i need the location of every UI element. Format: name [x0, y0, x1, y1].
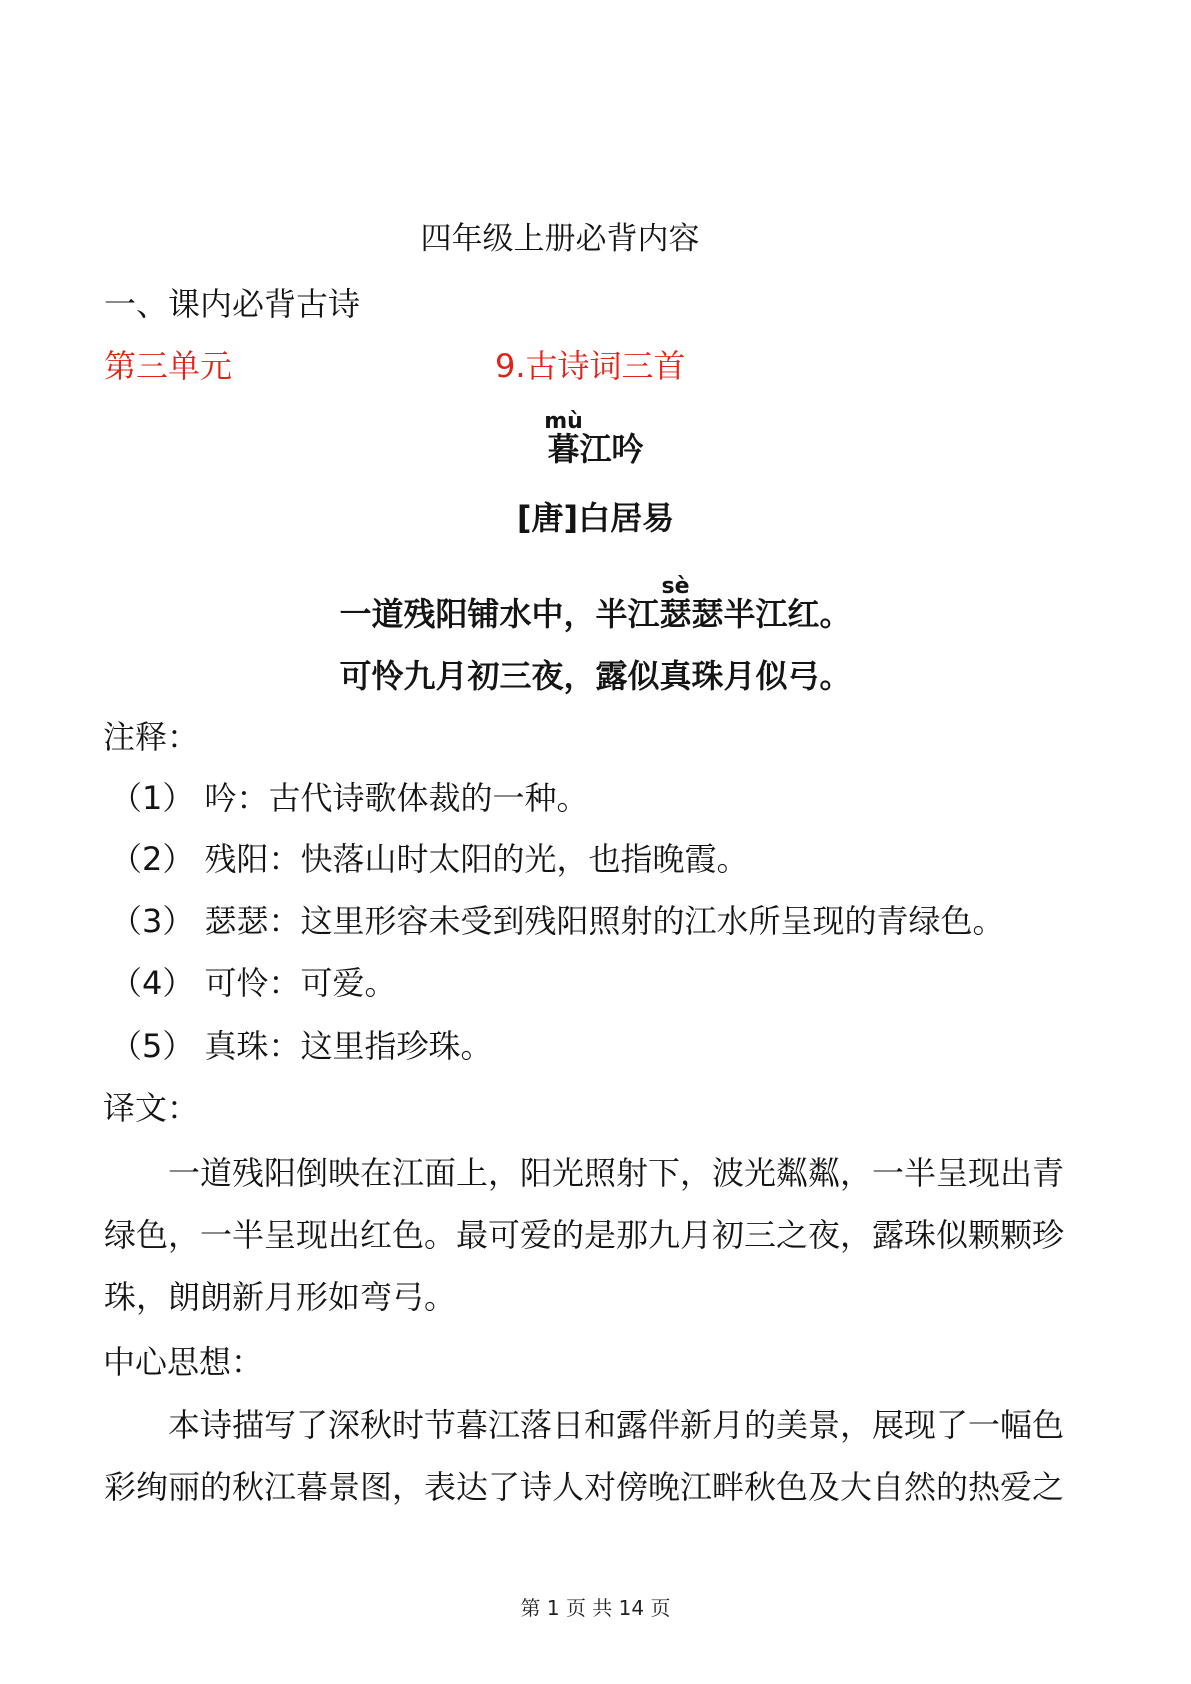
unit-label: 第三单元	[104, 347, 233, 385]
section-heading: 一、课内必背古诗	[104, 285, 361, 323]
poem-title	[544, 409, 644, 468]
annotations-heading: 注释：	[103, 718, 200, 756]
theme-heading: 中心思想：	[103, 1343, 264, 1381]
annotation-item-3: （3） 瑟瑟：这里形容未受到残阳照射的江水所呈现的青绿色。	[110, 902, 1005, 940]
annotation-item-2: （2） 残阳：快落山时太阳的光，也指晚霞。	[110, 840, 749, 878]
annotation-item-4: （4） 可怜：可爱。	[110, 964, 397, 1002]
document-title: 四年级上册必背内容	[420, 221, 700, 257]
poem-line-2: 可怜九月初三夜，露似真珠月似弓。	[339, 657, 852, 695]
lesson-label: 9.古诗词三首	[495, 347, 686, 385]
translation-paragraph: 一道残阳倒映在江面上，阳光照射下，波光粼粼，一半呈现出青绿色，一半呈现出红色。最可爱的是那九月初三之夜，露珠似颗颗珍珠，朗朗新月形如弯弓。	[104, 1154, 1065, 1316]
poem-title-rest: 江吟	[579, 430, 644, 468]
annotation-item-1: （1） 吟：古代诗歌体裁的一种。	[110, 779, 589, 817]
pinyin-mu: mù	[544, 409, 583, 435]
poem-title-first-char: 暮	[547, 430, 580, 468]
poem-line-1-post: 瑟半江红。	[691, 595, 852, 633]
translation-heading: 译文：	[103, 1089, 200, 1127]
poem-author: [唐]白居易	[516, 499, 675, 537]
annotation-item-5: （5） 真珠：这里指珍珠。	[110, 1027, 493, 1065]
poem-line-1-pre: 一道残阳铺水中，半江	[339, 595, 660, 633]
theme-paragraph: 本诗描写了深秋时节暮江落日和露伴新月的美景，展现了一幅色彩绚丽的秋江暮景图，表达了诗人对傍晚江畔秋色及大自然的热爱之	[104, 1406, 1065, 1506]
unit-lesson-row	[104, 347, 1095, 385]
page-footer: 第 1 页 共 14 页	[520, 1596, 671, 1620]
pinyin-se: sè	[661, 574, 690, 600]
poem-title-ruby	[544, 409, 583, 468]
poem-line-1-ruby	[659, 574, 692, 633]
poem-line-1-ruby-char: 瑟	[659, 595, 692, 633]
poem-line-1	[339, 574, 852, 633]
